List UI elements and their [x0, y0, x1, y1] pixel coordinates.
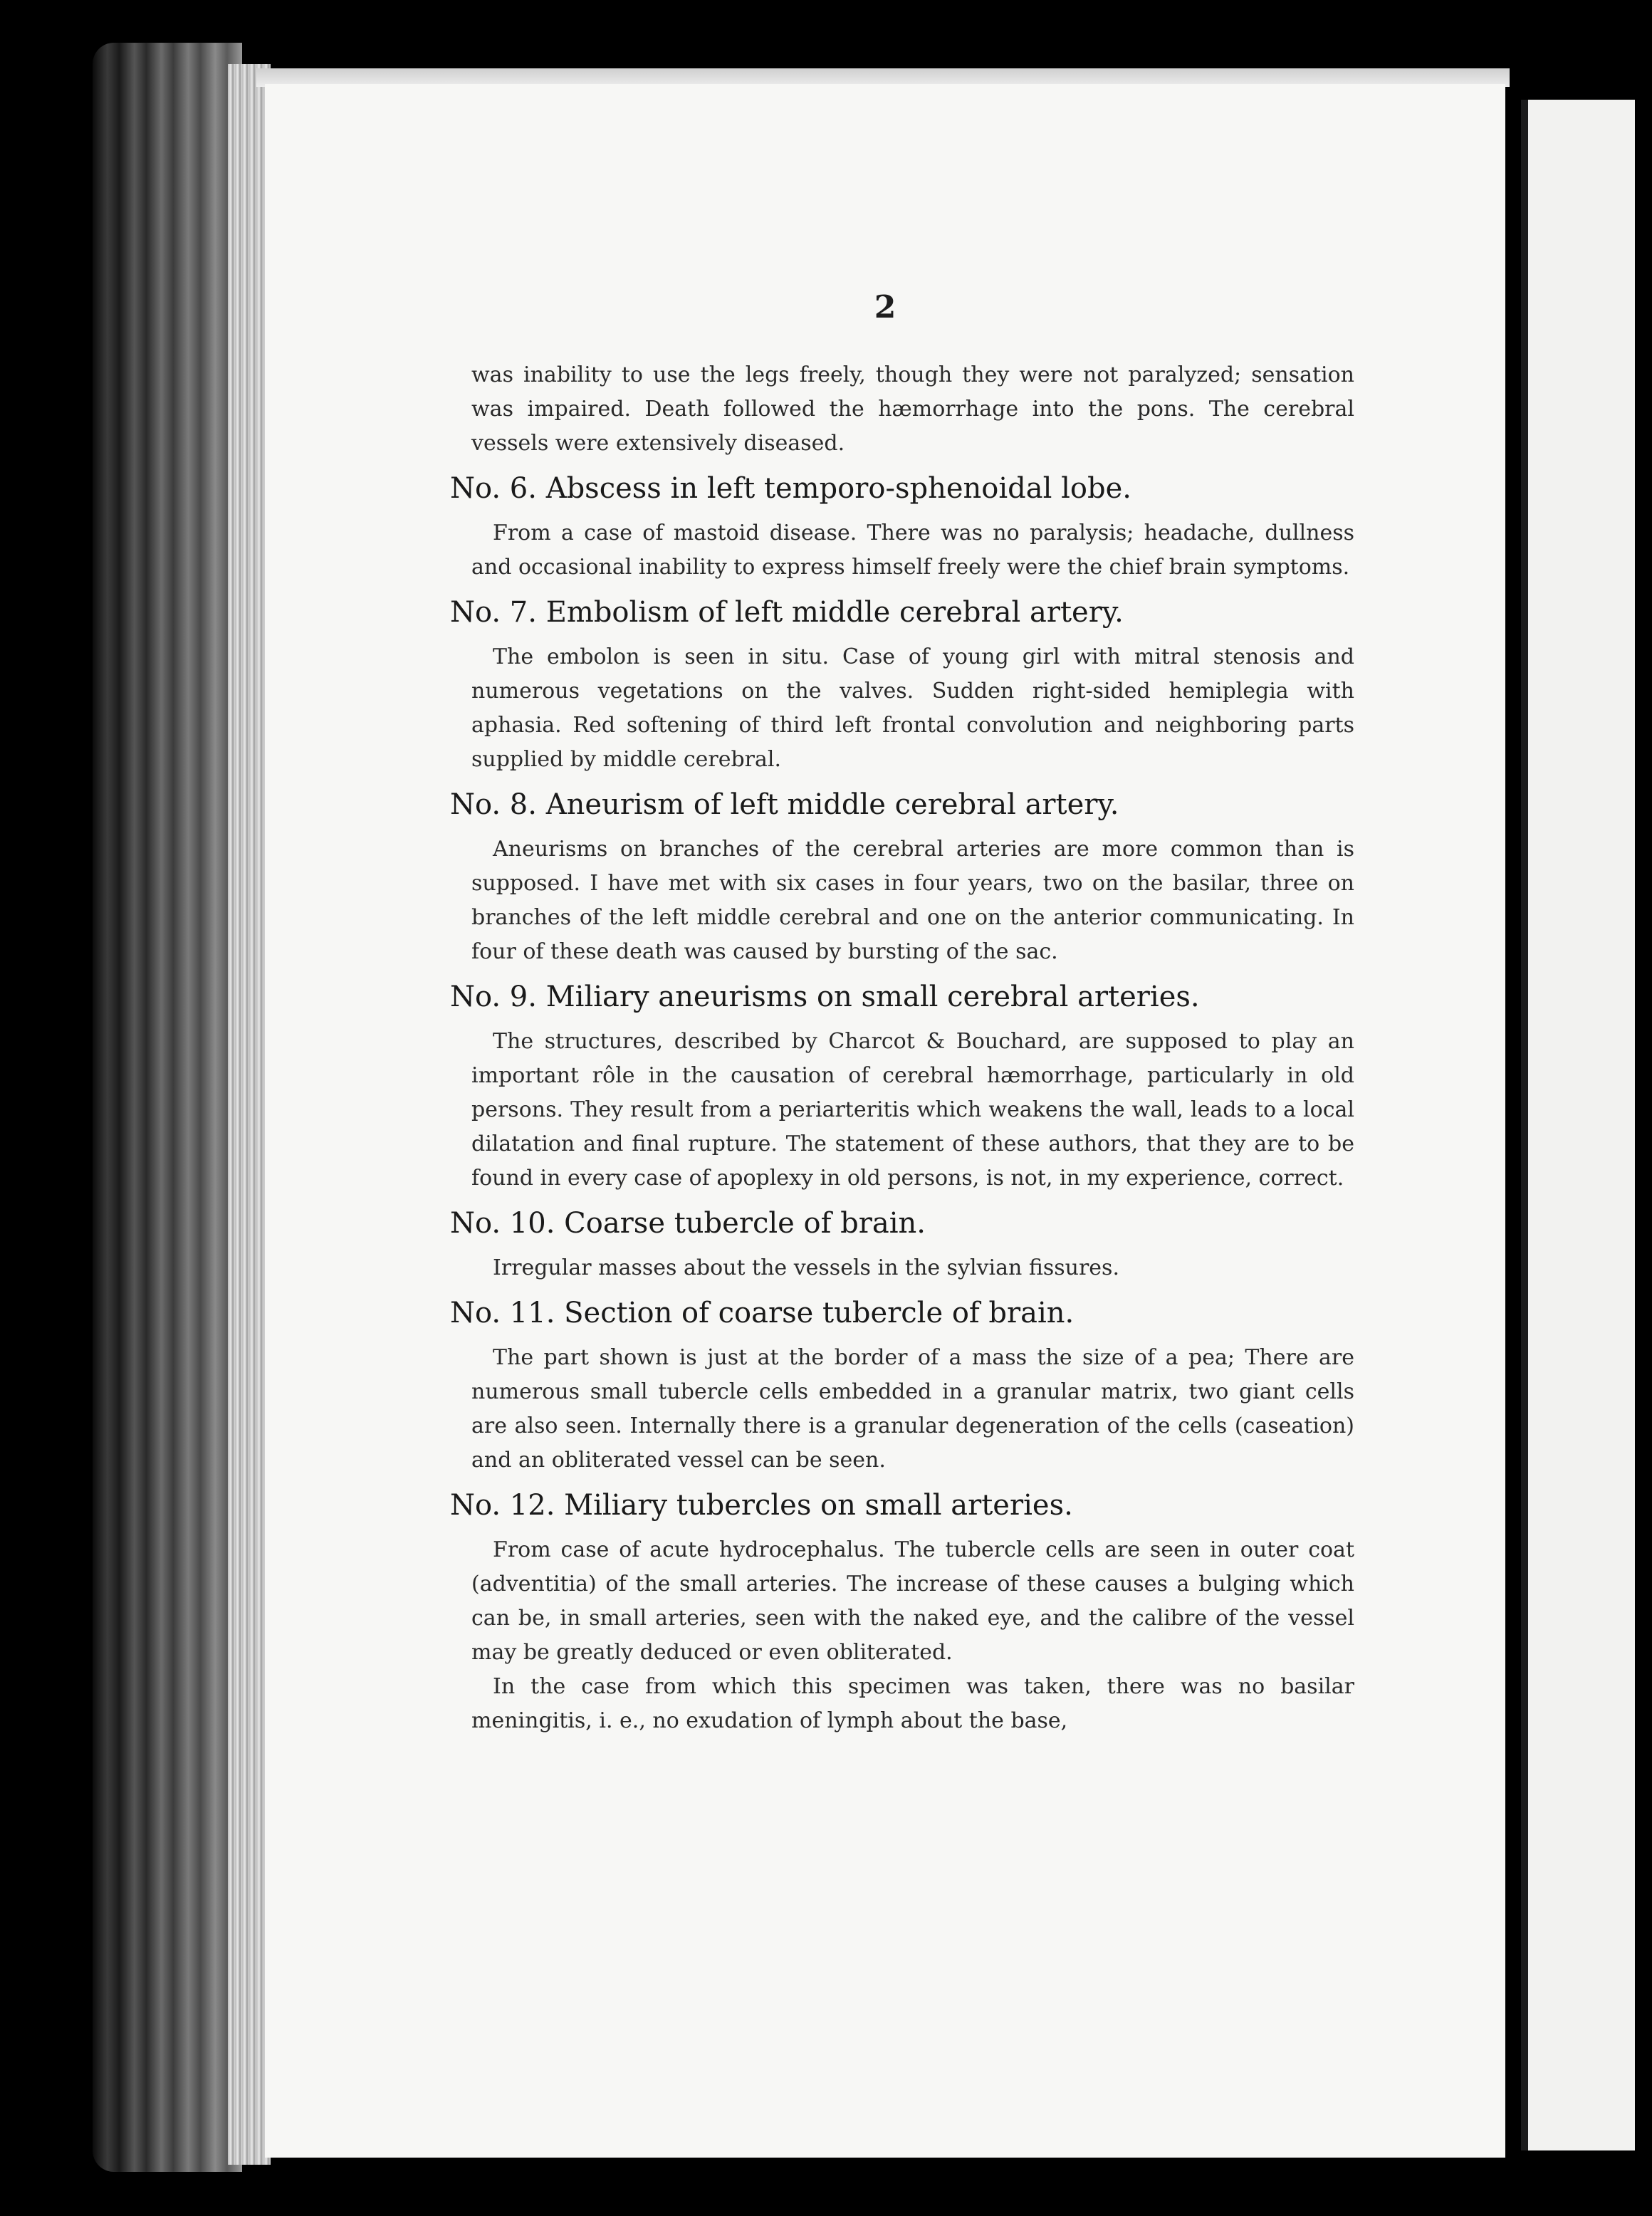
entry-paragraph: The structures, described by Charcot & Bouchard, are supposed to play an important rôle in the causation of cerebral hæmorrhage, particularly in old persons. They result from a periarteritis which weakens the wall, leads to a local dilatation and final rupture. The statement of these authors, that they are to be found in every case of apoplexy in old persons, is not, in my experience, correct.: [471, 1029, 1354, 1191]
entry-paragraph: Irregular masses about the vessels in the sylvian fissures.: [493, 1255, 1119, 1280]
entry-10: [450, 1203, 1354, 1285]
entry-paragraph: From case of acute hydrocephalus. The tubercle cells are seen in outer coat (adventitia) of the small arteries. The increase of these causes a bulging which can be, in small arteries, seen with the naked eye, and the calibre of the vessel may be greatly deduced or even obliterated.: [471, 1537, 1354, 1665]
entry-paragraph: The embolon is seen in situ. Case of young girl with mitral stenosis and numerous vegetations on the valves. Sudden right-sided hemiplegia with aphasia. Red softening of third left frontal convolution and neighboring parts supplied by middle cerebral.: [471, 644, 1354, 772]
page-stack-edge: [228, 64, 271, 2165]
entry-heading: No. 8. Aneurism of left middle cerebral artery.: [450, 788, 1119, 821]
entry-12: [450, 1485, 1354, 1738]
entry-8: [450, 784, 1354, 969]
entry-heading: No. 9. Miliary aneurisms on small cerebral arteries.: [450, 981, 1200, 1013]
book-fore-edge: [93, 43, 242, 2172]
page-sheet: [265, 84, 1505, 2158]
entry-6: [450, 468, 1354, 585]
page-number: 2: [874, 289, 896, 325]
entry-heading: No. 6. Abscess in left temporo-sphenoidal lobe.: [450, 472, 1131, 505]
entry-9: [450, 976, 1354, 1196]
intro-paragraph: was inability to use the legs freely, though they were not paralyzed; sensation was impaired. Death followed the hæmorrhage into the pons. The cerebral vessels were extensively diseased.: [471, 362, 1354, 456]
entry-paragraph: The part shown is just at the border of a mass the size of a pea; There are numerous small tubercle cells embedded in a granular matrix, two giant cells are also seen. Internally there is a granular degeneration of the cells (caseation) and an obliterated vessel can be seen.: [471, 1345, 1354, 1473]
entry-paragraph: In the case from which this specimen was taken, there was no basilar meningitis, i. e., no exudation of lymph about the base,: [471, 1674, 1354, 1733]
entry-11: [450, 1292, 1354, 1478]
page-body: [450, 358, 1354, 1738]
entry-paragraph: Aneurisms on branches of the cerebral arteries are more common than is supposed. I have met with six cases in four years, two on the basilar, three on branches of the left middle cerebral and one on the anterior communicating. In four of these death was caused by bursting of the sac.: [471, 837, 1354, 964]
entry-heading: No. 7. Embolism of left middle cerebral artery.: [450, 596, 1124, 629]
entry-paragraph: From a case of mastoid disease. There was no paralysis; headache, dullness and occasional inability to express himself freely were the chief brain symptoms.: [471, 521, 1354, 580]
entry-heading: No. 11. Section of coarse tubercle of brain.: [450, 1297, 1075, 1329]
entry-heading: No. 12. Miliary tubercles on small arteries.: [450, 1489, 1073, 1522]
adjacent-page-leaf: [1521, 100, 1635, 2150]
entry-7: [450, 592, 1354, 777]
entry-heading: No. 10. Coarse tubercle of brain.: [450, 1207, 926, 1240]
